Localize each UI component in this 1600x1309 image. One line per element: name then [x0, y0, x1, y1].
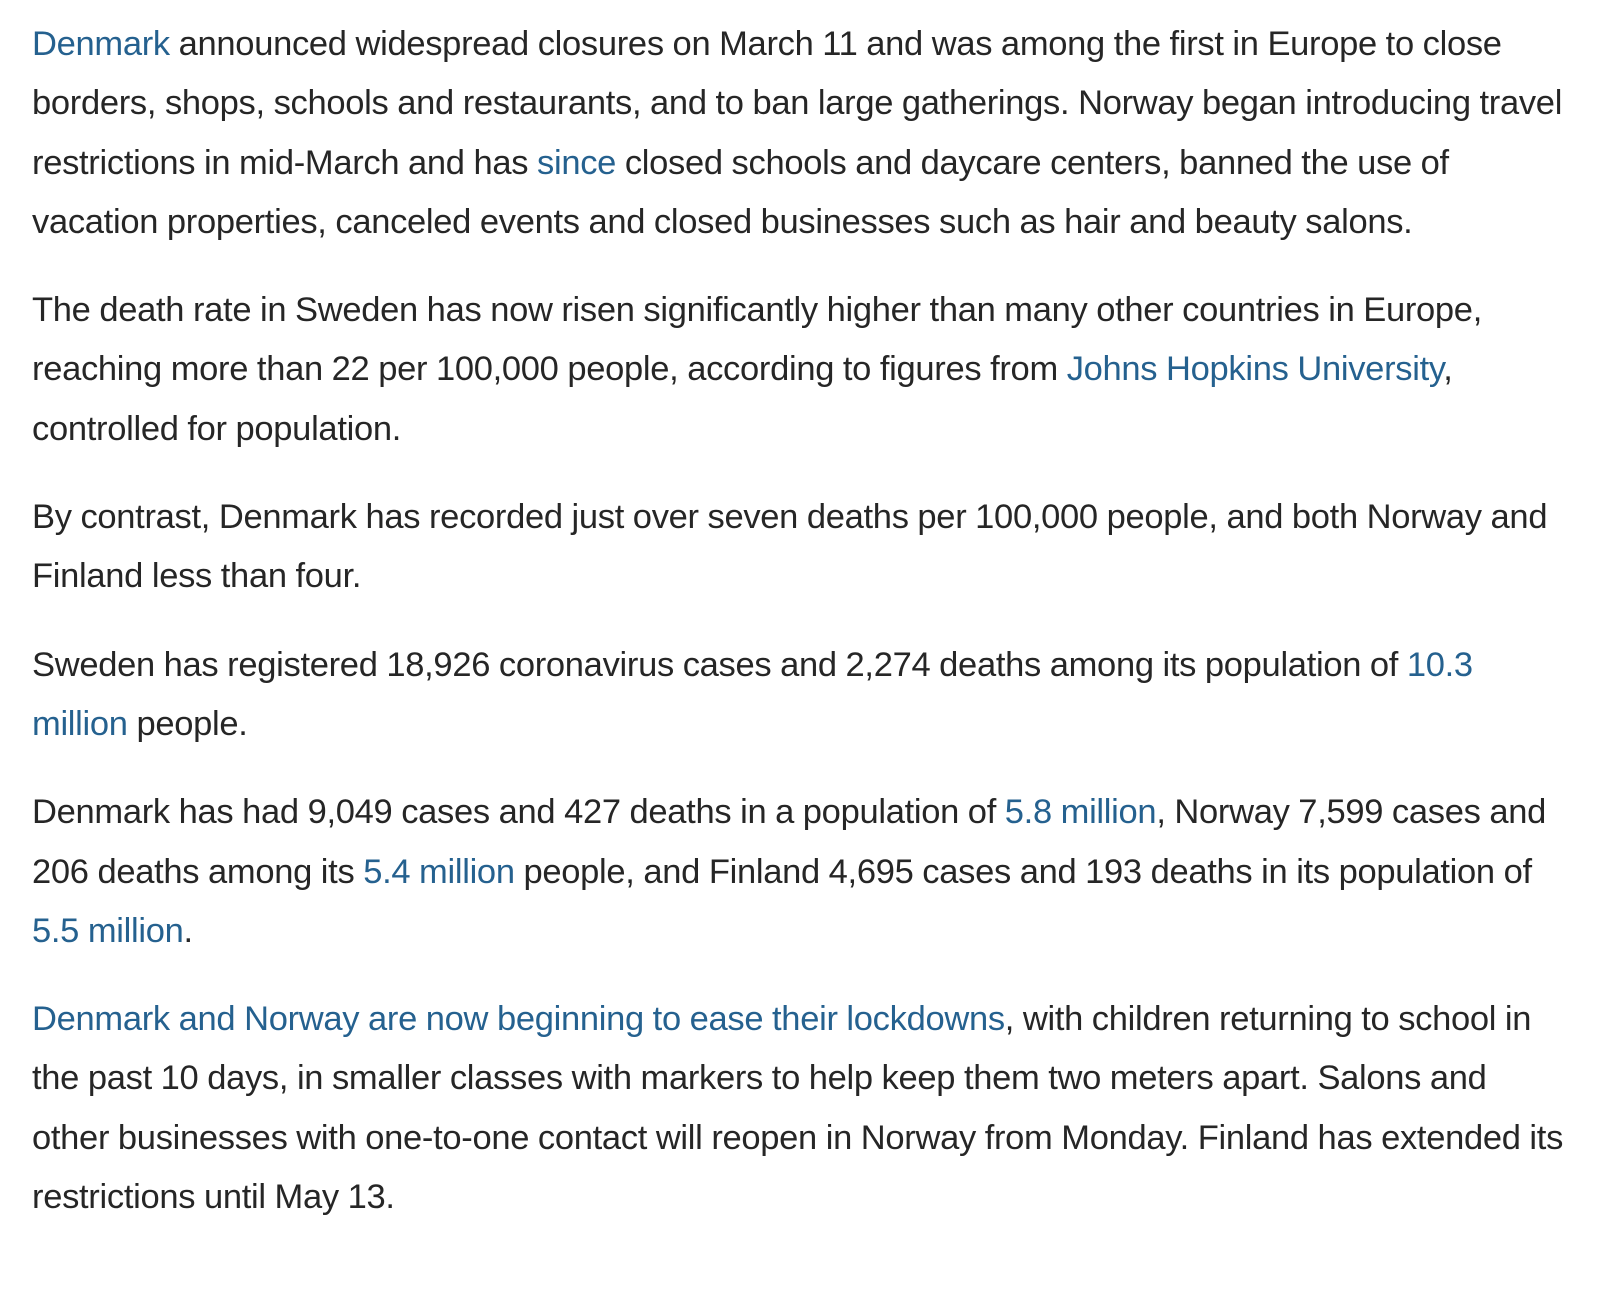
- paragraph-text: Sweden has registered 18,926 coronavirus cases and 2,274 deaths among its population of: [32, 645, 1407, 684]
- link-ease-lockdowns[interactable]: Denmark and Norway are now beginning to ease their lockdowns: [32, 1000, 1005, 1039]
- paragraph-text: closed schools and daycare centers, banned the use of vacation properties, canceled events and closed businesses such as hair and beauty salons.: [32, 143, 1449, 241]
- paragraph-text: announced widespread closures on March 11 and was among the first in Europe to close borders, shops, schools and restaurants, and to ban large gatherings. Norway began introducing travel restrictions in mid-March and has: [32, 25, 1563, 182]
- paragraph-text: By contrast, Denmark has recorded just over seven deaths per 100,000 people, and both Norway and Finland less than four.: [32, 498, 1548, 596]
- link-since[interactable]: since: [537, 143, 617, 182]
- paragraph-text: Denmark has had 9,049 cases and 427 deaths in a population of: [32, 793, 1005, 832]
- link-denmark-population[interactable]: 5.8 million: [1004, 793, 1157, 832]
- link-denmark[interactable]: Denmark: [32, 25, 170, 63]
- paragraph-text: people, and Finland 4,695 cases and 193 deaths in its population of: [514, 852, 1532, 891]
- paragraph-sweden-cases: [32, 636, 1572, 755]
- paragraph-text: The death rate in Sweden has now risen significantly higher than many other countries in Europe, reaching more than 22 per 100,000 people, according to figures from: [32, 291, 1482, 389]
- link-norway-population[interactable]: 5.4 million: [363, 852, 515, 891]
- paragraph-text: , Norway 7,599 cases and 206 deaths among its: [32, 793, 1547, 891]
- paragraph-text: , with children returning to school in the past 10 days, in smaller classes with markers to help keep them two meters apart. Salons and other businesses with one-to-one contact will reopen in Norway from Monday. Finland has extended its restrictions until May 13.: [32, 1000, 1564, 1217]
- paragraph-sweden-death-rate: [32, 281, 1572, 459]
- paragraph-text: people.: [127, 704, 248, 743]
- paragraph-denmark-closures: [32, 15, 1572, 252]
- paragraph-easing-lockdowns: [32, 990, 1572, 1227]
- paragraph-text: , controlled for population.: [32, 350, 1453, 448]
- paragraph-nordic-cases: [32, 783, 1572, 961]
- paragraph-contrast: [32, 488, 1572, 607]
- paragraph-text: .: [183, 911, 193, 950]
- link-sweden-population[interactable]: 10.3 million: [32, 645, 1473, 743]
- link-johns-hopkins-university[interactable]: Johns Hopkins University: [1066, 350, 1444, 389]
- link-finland-population[interactable]: 5.5 million: [32, 911, 184, 950]
